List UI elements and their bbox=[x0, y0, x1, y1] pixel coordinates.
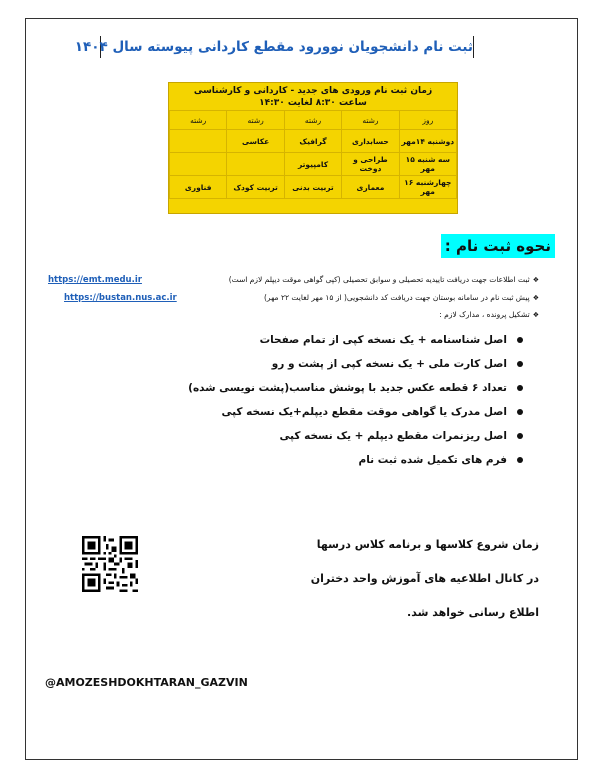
qr-code-icon[interactable] bbox=[82, 536, 138, 592]
step-item bbox=[264, 292, 539, 304]
table-cell: کامپیوتر bbox=[284, 153, 341, 176]
notice-line: در کانال اطلاعیه های آموزش واحد دختران bbox=[310, 572, 539, 585]
table-cell: معماری bbox=[342, 176, 399, 199]
channel-handle: @AMOZESHDOKHTARAN_GAZVIN bbox=[45, 676, 248, 689]
diamond-bullet-icon: ❖ bbox=[532, 276, 539, 284]
schedule-box bbox=[168, 82, 458, 214]
table-cell: تربیت بدنی bbox=[284, 176, 341, 199]
document-text: اصل ریزنمرات مقطع دیپلم + یک نسخه کپی bbox=[279, 430, 507, 442]
table-cell: فناوری bbox=[170, 176, 227, 199]
bustan-link[interactable]: https://bustan.nus.ac.ir bbox=[64, 293, 177, 303]
step-text: تشکیل پرونده ، مدارک لازم : bbox=[439, 310, 530, 319]
table-cell: گرافیک bbox=[284, 130, 341, 153]
list-item bbox=[183, 328, 523, 352]
list-item bbox=[183, 352, 523, 376]
schedule-heading-line1: زمان ثبت نام ورودی های جدید - کاردانی و کارشناسی bbox=[193, 86, 433, 96]
diamond-bullet-icon: ❖ bbox=[532, 311, 539, 319]
bullet-icon bbox=[517, 385, 523, 391]
schedule-heading bbox=[169, 83, 457, 110]
list-item bbox=[183, 376, 523, 400]
table-header-row bbox=[170, 111, 457, 130]
class-schedule-notice bbox=[239, 528, 539, 630]
document-text: اصل مدرک یا گواهی موقت مقطع دیپلم+یک نسخه کپی bbox=[221, 406, 507, 418]
table-cell bbox=[227, 153, 284, 176]
schedule-table bbox=[169, 110, 457, 199]
emt-link[interactable]: https://emt.medu.ir bbox=[48, 275, 142, 285]
list-item bbox=[183, 448, 523, 472]
column-header: روز bbox=[399, 111, 456, 130]
list-item bbox=[183, 400, 523, 424]
bullet-icon bbox=[517, 409, 523, 415]
bullet-icon bbox=[517, 457, 523, 463]
column-header: رشته bbox=[342, 111, 399, 130]
document-text: اصل کارت ملی + یک نسخه کپی از پشت و رو bbox=[271, 358, 507, 370]
step-text: ثبت اطلاعات جهت دریافت تاییدیه تحصیلی و سوابق تحصیلی (کپی گواهی موقت دیپلم لازم است) bbox=[228, 275, 530, 284]
bullet-icon bbox=[517, 361, 523, 367]
table-cell: تربیت کودک bbox=[227, 176, 284, 199]
table-cell: حسابداری bbox=[342, 130, 399, 153]
table-cell: طراحی و دوخت bbox=[342, 153, 399, 176]
table-row bbox=[170, 176, 457, 199]
column-header: رشته bbox=[227, 111, 284, 130]
page-title: ثبت نام دانشجویان نوورود مقطع کاردانی پیوسته سال ۱۴۰۴ bbox=[100, 36, 474, 58]
notice-line: زمان شروع کلاسها و برنامه کلاس درسها bbox=[316, 538, 539, 551]
table-cell: دوشنبه ۱۴مهر bbox=[399, 130, 456, 153]
step-item bbox=[439, 309, 539, 321]
step-item bbox=[229, 274, 539, 286]
table-row bbox=[170, 153, 457, 176]
column-header: رشته bbox=[284, 111, 341, 130]
column-header: رشته bbox=[170, 111, 227, 130]
table-cell: عکاسی bbox=[227, 130, 284, 153]
required-documents-list bbox=[183, 328, 523, 472]
list-item bbox=[183, 424, 523, 448]
document-text: فرم های تکمیل شده ثبت نام bbox=[358, 454, 507, 466]
document-text: تعداد ۶ قطعه عکس جدید با پوشش مناسب(پشت نویسی شده) bbox=[188, 382, 507, 394]
table-cell bbox=[170, 153, 227, 176]
table-cell: سه شنبه ۱۵ مهر bbox=[399, 153, 456, 176]
table-cell bbox=[170, 130, 227, 153]
document-text: اصل شناسنامه + یک نسخه کپی از تمام صفحات bbox=[259, 334, 507, 346]
notice-line: اطلاع رسانی خواهد شد. bbox=[407, 606, 539, 619]
how-to-register-heading: نحوه ثبت نام : bbox=[441, 234, 555, 258]
bullet-icon bbox=[517, 433, 523, 439]
step-text: پیش ثبت نام در سامانه بوستان جهت دریافت کد دانشجویی( از ۱۵ مهر لغایت ۲۲ مهر) bbox=[264, 293, 530, 302]
diamond-bullet-icon: ❖ bbox=[532, 294, 539, 302]
table-row bbox=[170, 130, 457, 153]
bullet-icon bbox=[517, 337, 523, 343]
table-cell: چهارشنبه ۱۶ مهر bbox=[399, 176, 456, 199]
schedule-heading-line2: ساعت ۸:۳۰ لغایت ۱۴:۳۰ bbox=[259, 98, 367, 108]
